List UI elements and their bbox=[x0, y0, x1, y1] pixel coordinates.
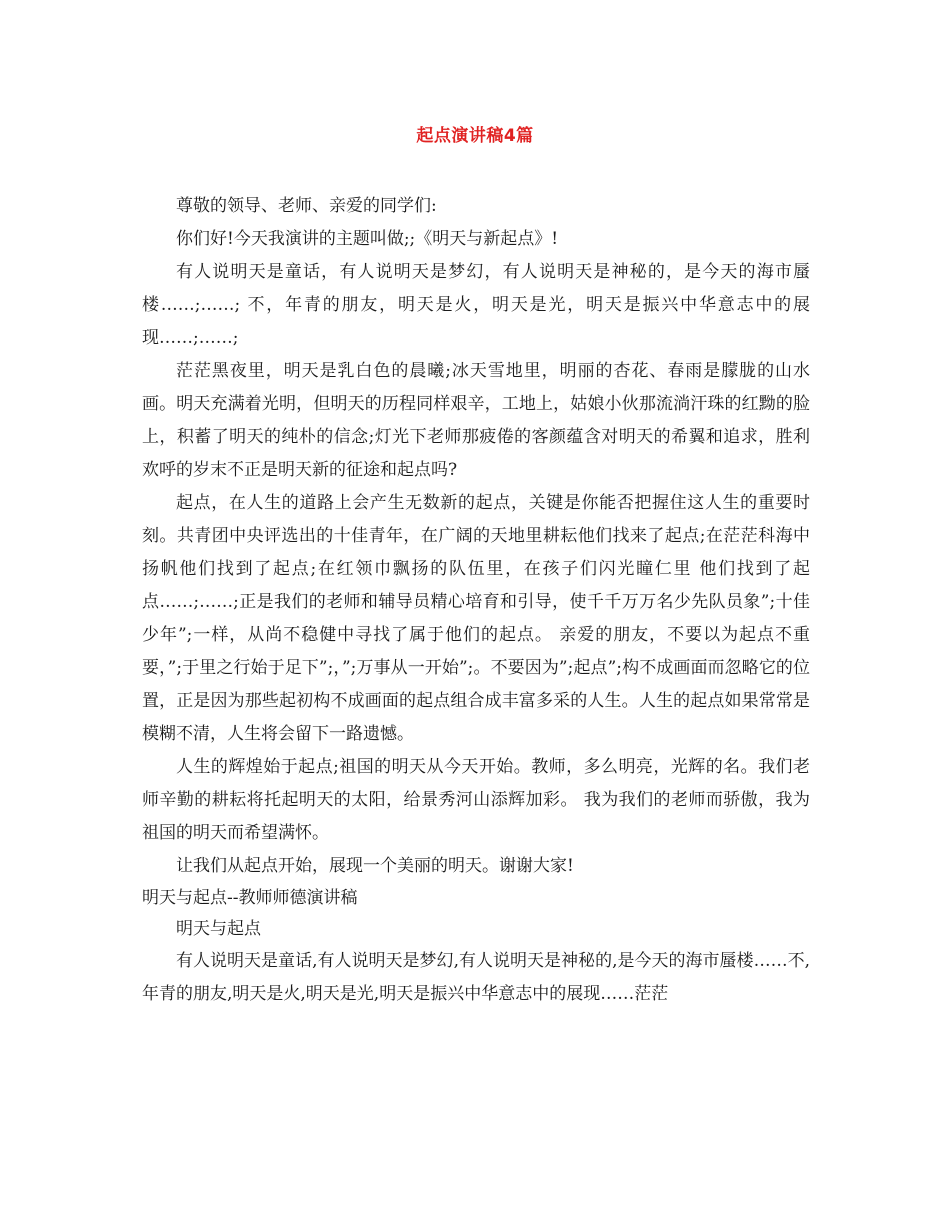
body-paragraph: 起点，在人生的道路上会产生无数新的起点，关键是你能否把握住这人生的重要时刻。共青团中央评选出的十佳青年，在广阔的天地里耕耘他们找来了起点;在茫茫科海中扬帆他们找到了起点;在红领巾飘扬的队伍里，在孩子们闪光瞳仁里 他们找到了起点……;……;正是我们的老师和辅导员精心培育和引导，使千千万万名少先队员象”;十佳少年”;一样，从尚不稳健中寻找了属于他们的起点。 亲爱的朋友，不要以为起点不重要，”;于里之行始于足下”;，”;万事从一开始”;。不要因为”;起点”;构不成画面而忽略它的位置，正是因为那些起初构不成画面的起点组合成丰富多采的人生。人生的起点如果常常是模糊不清，人生将会留下一路遗憾。 bbox=[142, 493, 810, 744]
section-heading: 明天与起点--教师师德演讲稿 bbox=[142, 888, 358, 908]
subsection-heading: 明天与起点 bbox=[176, 919, 261, 939]
closing-paragraph: 让我们从起点开始，展现一个美丽的明天。谢谢大家! bbox=[176, 856, 574, 876]
document-body bbox=[142, 190, 810, 1011]
body-paragraph: 茫茫黑夜里，明天是乳白色的晨曦;冰天雪地里，明丽的杏花、春雨是朦胧的山水画。明天充满着光明，但明天的历程同样艰辛，工地上，姑娘小伙那流淌汗珠的红黝的脸上，积蓄了明天的纯朴的信念;灯光下老师那疲倦的客颜蕴含对明天的希翼和追求，胜利欢呼的岁末不正是明天新的征途和起点吗? bbox=[142, 361, 810, 480]
body-paragraph: 有人说明天是童话，有人说明天是梦幻，有人说明天是神秘的，是今天的海市蜃楼……;……; 不，年青的朋友，明天是火，明天是光，明天是振兴中华意志中的展现……;……; bbox=[142, 262, 810, 348]
greeting-paragraph: 尊敬的领导、老师、亲爱的同学们: bbox=[176, 196, 437, 216]
body-paragraph: 人生的辉煌始于起点;祖国的明天从今天开始。教师，多么明亮，光辉的名。我们老师辛勤的耕耘将托起明天的太阳，给景秀河山添辉加彩。 我为我们的老师而骄傲，我为祖国的明天而希望满怀。 bbox=[142, 757, 810, 843]
document-title: 起点演讲稿4篇 bbox=[416, 126, 534, 146]
opening-paragraph: 你们好!今天我演讲的主题叫做;;《明天与新起点》! bbox=[176, 229, 559, 249]
body-paragraph: 有人说明天是童话,有人说明天是梦幻,有人说明天是神秘的,是今天的海市蜃楼……不,年青的朋友,明天是火,明天是光,明天是振兴中华意志中的展现……茫茫 bbox=[142, 951, 810, 1004]
